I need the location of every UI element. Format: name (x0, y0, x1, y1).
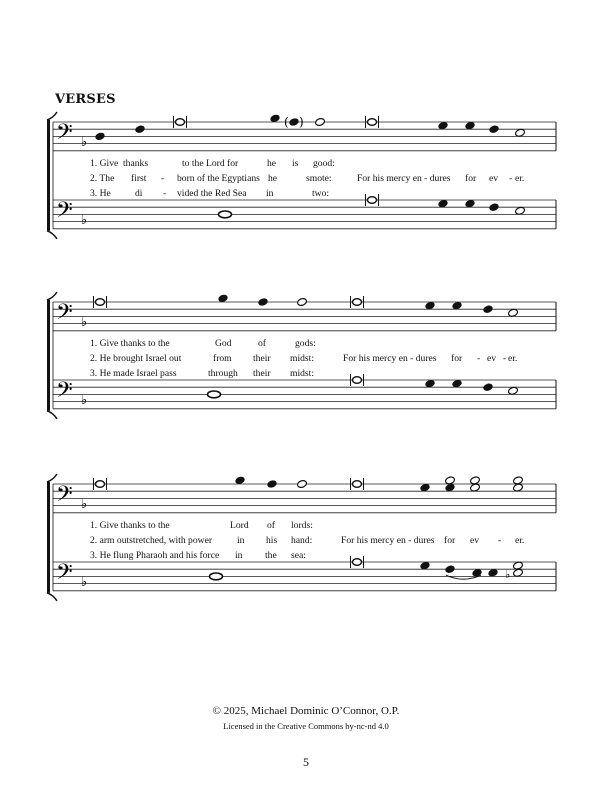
system-3-bottom-note-7-flat-icon: ♭ (505, 567, 511, 581)
system-2-lyric: through (208, 368, 238, 379)
system-3-lyric: 3. He flung Pharaoh and his force (90, 550, 220, 561)
system-1-lyric: two: (312, 188, 330, 199)
system-3-lyric: Lord (230, 520, 249, 531)
system-1-top-staff-flat-icon: ♭ (81, 135, 88, 150)
system-2-lyric: gods: (295, 338, 316, 349)
system-1-bottom-staff-bass-clef-icon: 𝄢 (56, 198, 73, 228)
system-1-lyric: - (161, 173, 165, 184)
system-1-lyric: ev (489, 173, 499, 184)
system-1-top-note-3 (176, 119, 185, 126)
system-2-bracket-top (47, 292, 57, 300)
system-1-lyric: - (509, 173, 513, 184)
system-3-lyric: of (267, 520, 275, 531)
system-3-bottom-note-1 (210, 573, 223, 580)
license-line: Licensed in the Creative Commons by-nc-nd 4.0 (223, 721, 389, 731)
system-1-lyric: is (292, 158, 299, 169)
system-2-bottom-staff-bass-clef-icon: 𝄢 (56, 378, 73, 408)
section-heading: VERSES (55, 92, 116, 107)
system-1-top-note-5-paren: ( (284, 115, 289, 129)
system-3-lyric: for (444, 535, 456, 546)
system-1-bracket-top (47, 112, 57, 120)
system-3-top-note-3 (267, 479, 278, 488)
system-1-lyric: he (268, 173, 278, 184)
system-2-bracket-bottom (47, 411, 57, 419)
system-3-lyric: 2. arm outstretched, with power (90, 535, 213, 546)
system-1-lyric: 2. The (90, 173, 115, 184)
system-3-top-note-1 (96, 481, 105, 488)
system-2-lyric: - (503, 353, 507, 364)
system-1-lyric: di (135, 188, 143, 199)
system-3-top-note-5 (353, 481, 362, 488)
system-1-lyric: 1. Give (90, 158, 119, 169)
system-2-lyric: of (258, 338, 266, 349)
system-1-lyric: he (267, 158, 277, 169)
system-3-bracket-bottom (47, 593, 57, 601)
system-2-lyric: their (253, 368, 271, 379)
system-3-bottom-staff-flat-icon: ♭ (81, 575, 88, 590)
system-1-lyric: 3. He (90, 188, 111, 199)
system-3-lyric: in (235, 550, 243, 561)
system-1-top-note-6 (315, 117, 326, 126)
system-1-lyric: born of the Egyptians (177, 173, 260, 184)
system-1-top-note-5 (289, 117, 300, 126)
system-3-bracket (47, 482, 50, 593)
system-3-lyric: 1. Give thanks to the (90, 520, 170, 531)
system-1-lyric: to the Lord for (182, 158, 239, 169)
system-2-lyric: - (477, 353, 481, 364)
system-1-lyric: er. (515, 173, 525, 184)
system-2-lyric: 1. Give thanks to the (90, 338, 170, 349)
system-2-lyric: 3. He made Israel pass (90, 368, 177, 379)
system-1-top-note-1 (95, 132, 106, 141)
system-2-bottom-staff-flat-icon: ♭ (81, 393, 88, 408)
system-3-lyric: For his mercy en - dures (341, 535, 435, 546)
system-2-bottom-note-2 (353, 377, 362, 384)
system-1-bracket (47, 120, 50, 231)
system-1-lyric: vided the Red Sea (177, 188, 247, 199)
system-2-lyric: from (213, 353, 232, 364)
system-3-lyric: sea: (291, 550, 306, 561)
system-1-top-note-10 (489, 125, 500, 134)
system-2-lyric: midst: (290, 353, 314, 364)
system-1-bottom-note-2 (368, 197, 377, 204)
system-2-top-note-1 (96, 299, 105, 306)
system-2-top-staff-flat-icon: ♭ (81, 315, 88, 330)
system-2-top-note-3 (258, 297, 269, 306)
system-2-top-staff-bass-clef-icon: 𝄢 (56, 300, 73, 330)
system-1-lyric: first (131, 173, 147, 184)
system-2-lyric: For his mercy en - dures (343, 353, 437, 364)
system-2-lyric: 2. He brought Israel out (90, 353, 182, 364)
system-3-lyric: the (265, 550, 277, 561)
system-3-lyric: er. (515, 535, 525, 546)
system-2-bracket (47, 300, 50, 411)
system-1-lyric: for (465, 173, 477, 184)
system-3-top-note-4 (297, 479, 308, 488)
page-number: 5 (303, 755, 309, 769)
system-2-lyric: midst: (290, 368, 314, 379)
system-1-lyric: For his mercy en - dures (357, 173, 451, 184)
system-2-bottom-note-5 (483, 383, 494, 392)
system-3-top-staff-bass-clef-icon: 𝄢 (56, 482, 73, 512)
system-3-lyric: hand: (291, 535, 313, 546)
system-2-bottom-note-1 (208, 391, 221, 398)
system-3-bottom-note-2 (353, 559, 362, 566)
system-1-lyric: thanks (123, 158, 149, 169)
system-3-top-staff-flat-icon: ♭ (81, 497, 88, 512)
system-2-lyric: ev (487, 353, 497, 364)
system-3-bottom-note-4 (445, 565, 456, 574)
system-2-top-note-4 (297, 297, 308, 306)
system-1-bottom-note-1 (219, 211, 232, 218)
system-3-bottom-staff-bass-clef-icon: 𝄢 (56, 560, 73, 590)
system-1-lyric: in (266, 188, 274, 199)
system-2-lyric: for (451, 353, 463, 364)
system-1-bottom-note-5 (489, 203, 500, 212)
system-1-bracket-bottom (47, 231, 57, 239)
system-3-lyric: ev (470, 535, 480, 546)
system-3-lyric: his (266, 535, 278, 546)
system-3-lyric: - (498, 535, 502, 546)
system-1-top-note-5-paren: ) (299, 115, 304, 129)
system-1-top-note-2 (135, 125, 146, 134)
system-1-lyric: - (163, 188, 167, 199)
system-1-top-note-7 (368, 119, 377, 126)
system-1-top-staff-bass-clef-icon: 𝄢 (56, 120, 73, 150)
copyright-line: © 2025, Michael Dominic O’Connor, O.P. (212, 705, 400, 717)
system-3-bracket-top (47, 474, 57, 482)
system-2-lyric: their (253, 353, 271, 364)
system-2-lyric: God (215, 338, 232, 349)
system-3-lyric: in (237, 535, 245, 546)
system-2-top-note-8 (483, 305, 494, 314)
system-1-lyric: smote: (306, 173, 332, 184)
system-1-lyric: good: (313, 158, 335, 169)
system-3-lyric: lords: (291, 520, 313, 531)
system-1-bottom-staff-flat-icon: ♭ (81, 213, 88, 228)
system-2-lyric: er. (508, 353, 518, 364)
system-2-top-note-5 (353, 299, 362, 306)
